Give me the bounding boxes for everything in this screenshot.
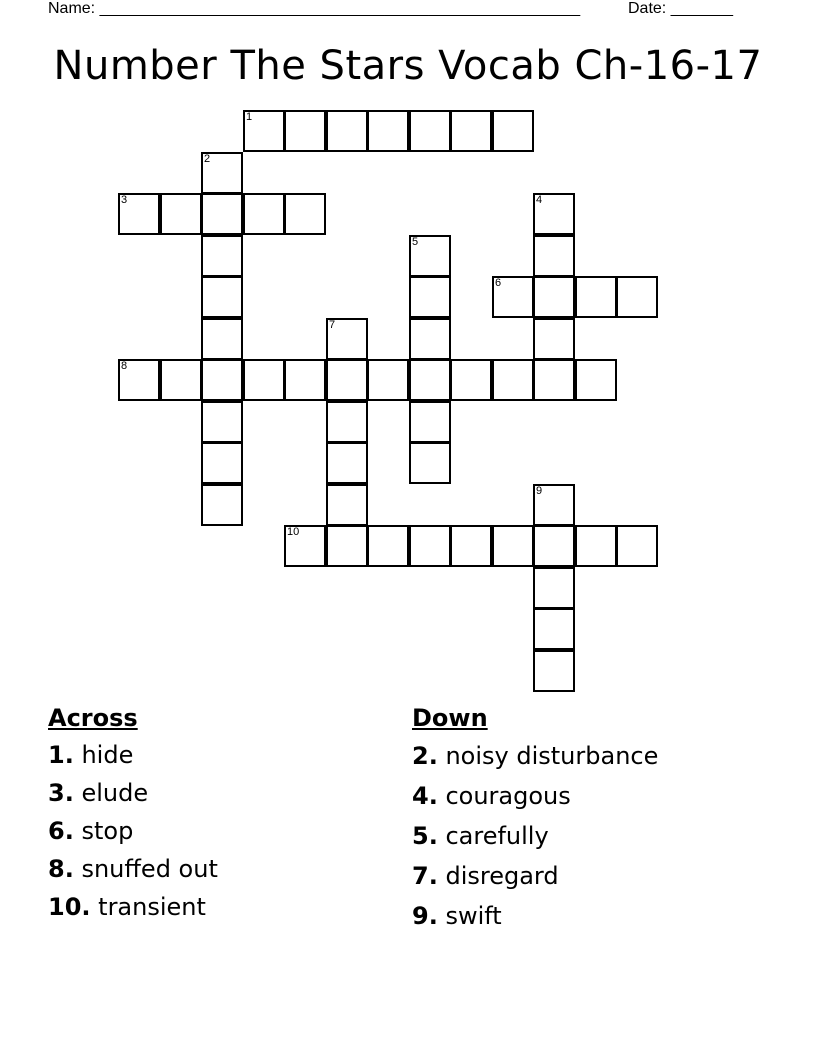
grid-cell[interactable] (533, 650, 575, 692)
clue-text: noisy disturbance (445, 742, 659, 770)
grid-cell[interactable] (201, 484, 243, 526)
clue-number: 3. (48, 779, 74, 807)
grid-cell[interactable] (326, 318, 368, 360)
grid-cell[interactable] (118, 193, 160, 235)
grid-cell[interactable] (326, 442, 368, 484)
grid-cell[interactable] (533, 276, 575, 318)
clue-number: 5. (412, 822, 438, 850)
cell-number: 8 (121, 360, 128, 372)
across-clue (48, 736, 218, 774)
cell-number: 10 (287, 526, 300, 538)
grid-cell[interactable] (201, 152, 243, 194)
grid-cell[interactable] (243, 193, 285, 235)
grid-cell[interactable] (201, 276, 243, 318)
across-heading: Across (48, 704, 138, 732)
name-field[interactable]: Name: ______________________________________________________ (48, 0, 581, 17)
cell-number: 9 (536, 485, 543, 497)
grid-cell[interactable] (160, 359, 202, 401)
clue-number: 8. (48, 855, 74, 883)
grid-cell[interactable] (367, 359, 409, 401)
grid-cell[interactable] (616, 276, 658, 318)
across-clues (48, 702, 218, 926)
clue-text: transient (98, 893, 206, 921)
across-clue (48, 812, 218, 850)
grid-cell[interactable] (409, 110, 451, 152)
grid-cell[interactable] (409, 525, 451, 567)
grid-cell[interactable] (367, 525, 409, 567)
clue-number: 1. (48, 741, 74, 769)
down-clue (412, 896, 658, 936)
grid-cell[interactable] (367, 110, 409, 152)
grid-cell[interactable] (409, 276, 451, 318)
cell-number: 3 (121, 194, 128, 206)
grid-cell[interactable] (118, 359, 160, 401)
down-clues (412, 702, 658, 936)
grid-cell[interactable] (326, 484, 368, 526)
grid-cell[interactable] (243, 110, 285, 152)
grid-cell[interactable] (326, 359, 368, 401)
grid-cell[interactable] (533, 484, 575, 526)
grid-cell[interactable] (284, 525, 326, 567)
across-clue (48, 850, 218, 888)
grid-cell[interactable] (201, 193, 243, 235)
clue-number: 4. (412, 782, 438, 810)
grid-cell[interactable] (533, 359, 575, 401)
grid-cell[interactable] (533, 235, 575, 277)
cell-number: 6 (495, 277, 502, 289)
grid-cell[interactable] (243, 359, 285, 401)
grid-cell[interactable] (201, 318, 243, 360)
clue-text: couragous (445, 782, 571, 810)
grid-cell[interactable] (160, 193, 202, 235)
grid-cell[interactable] (533, 608, 575, 650)
grid-cell[interactable] (575, 276, 617, 318)
grid-cell[interactable] (201, 401, 243, 443)
clue-text: elude (81, 779, 149, 807)
grid-cell[interactable] (326, 401, 368, 443)
grid-cell[interactable] (450, 359, 492, 401)
cell-number: 2 (204, 153, 211, 165)
clue-number: 9. (412, 902, 438, 930)
grid-cell[interactable] (533, 525, 575, 567)
date-field[interactable]: Date: _______ (628, 0, 733, 17)
down-clue (412, 856, 658, 896)
grid-cell[interactable] (284, 110, 326, 152)
clue-text: stop (81, 817, 134, 845)
down-heading: Down (412, 704, 488, 732)
grid-cell[interactable] (533, 193, 575, 235)
grid-cell[interactable] (492, 525, 534, 567)
clue-number: 6. (48, 817, 74, 845)
grid-cell[interactable] (450, 110, 492, 152)
clue-number: 7. (412, 862, 438, 890)
cell-number: 7 (329, 319, 336, 331)
clue-number: 10. (48, 893, 91, 921)
grid-cell[interactable] (409, 318, 451, 360)
grid-cell[interactable] (284, 193, 326, 235)
clue-text: hide (81, 741, 134, 769)
grid-cell[interactable] (492, 359, 534, 401)
grid-cell[interactable] (409, 401, 451, 443)
grid-cell[interactable] (492, 110, 534, 152)
grid-cell[interactable] (201, 359, 243, 401)
grid-cell[interactable] (326, 525, 368, 567)
grid-cell[interactable] (326, 110, 368, 152)
grid-cell[interactable] (201, 442, 243, 484)
cell-number: 1 (246, 111, 253, 123)
page-title: Number The Stars Vocab Ch-16-17 (53, 43, 763, 89)
grid-cell[interactable] (533, 567, 575, 609)
grid-cell[interactable] (450, 525, 492, 567)
grid-cell[interactable] (492, 276, 534, 318)
worksheet-header (48, 0, 748, 20)
grid-cell[interactable] (409, 442, 451, 484)
clue-text: disregard (445, 862, 559, 890)
clue-text: swift (445, 902, 502, 930)
grid-cell[interactable] (533, 318, 575, 360)
grid-cell[interactable] (575, 359, 617, 401)
across-clue (48, 888, 218, 926)
grid-cell[interactable] (201, 235, 243, 277)
grid-cell[interactable] (284, 359, 326, 401)
grid-cell[interactable] (575, 525, 617, 567)
clue-text: carefully (445, 822, 549, 850)
cell-number: 4 (536, 194, 543, 206)
clue-number: 2. (412, 742, 438, 770)
grid-cell[interactable] (409, 359, 451, 401)
cell-number: 5 (412, 236, 419, 248)
across-clue (48, 774, 218, 812)
clue-text: snuffed out (81, 855, 218, 883)
down-clue (412, 736, 658, 776)
down-clue (412, 816, 658, 856)
grid-cell[interactable] (409, 235, 451, 277)
down-clue (412, 776, 658, 816)
grid-cell[interactable] (616, 525, 658, 567)
